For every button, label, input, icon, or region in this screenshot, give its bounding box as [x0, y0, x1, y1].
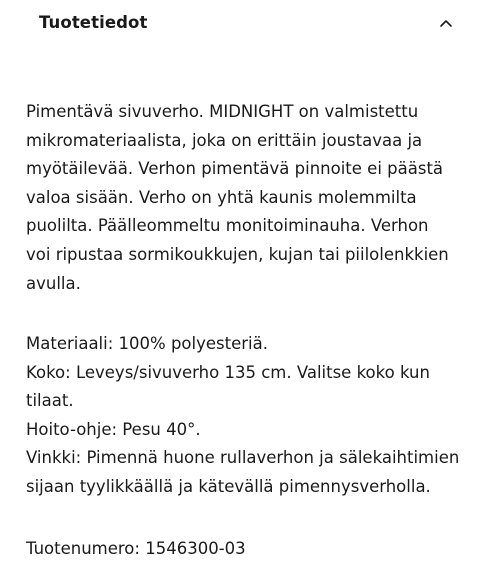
description-line: mikromateriaalista, joka on erittäin joustavaa ja [26, 130, 423, 150]
product-number: Tuotenumero: 1546300-03 [26, 539, 246, 558]
material-text: Materiaali: 100% polyesteriä. [26, 334, 268, 353]
tip-text-continued: sijaan tyylikkäällä ja kätevällä pimennysverholla. [26, 476, 431, 496]
product-description [26, 98, 491, 298]
product-specs [26, 330, 491, 502]
description-line: myötäilevää. Verhon pimentävä pinnoite ei päästä [26, 159, 444, 179]
description-line: valoa sisään. Verho on yhtä kaunis molemmilta [26, 187, 417, 207]
description-line: voi ripustaa sormikoukkujen, kujan tai piilolenkkien [26, 244, 449, 264]
tip-text: Vinkki: Pimennä huone rullaverhon ja sälekaihtimien [26, 448, 460, 468]
chevron-up-icon[interactable] [438, 17, 454, 29]
care-instructions-text: Hoito-ohje: Pesu 40°. [26, 419, 201, 439]
description-line: puolilta. Päälleommeltu monitoiminauha. Verhon [26, 216, 429, 236]
size-text: Koko: Leveys/sivuverho 135 cm. Valitse koko kun [26, 362, 430, 382]
description-line: Pimentävä sivuverho. MIDNIGHT on valmistettu [26, 102, 419, 121]
description-line: avulla. [26, 273, 81, 293]
size-text-continued: tilaat. [26, 391, 74, 411]
accordion-title: Tuotetiedot [39, 13, 148, 32]
product-info-accordion-header[interactable] [0, 0, 497, 50]
